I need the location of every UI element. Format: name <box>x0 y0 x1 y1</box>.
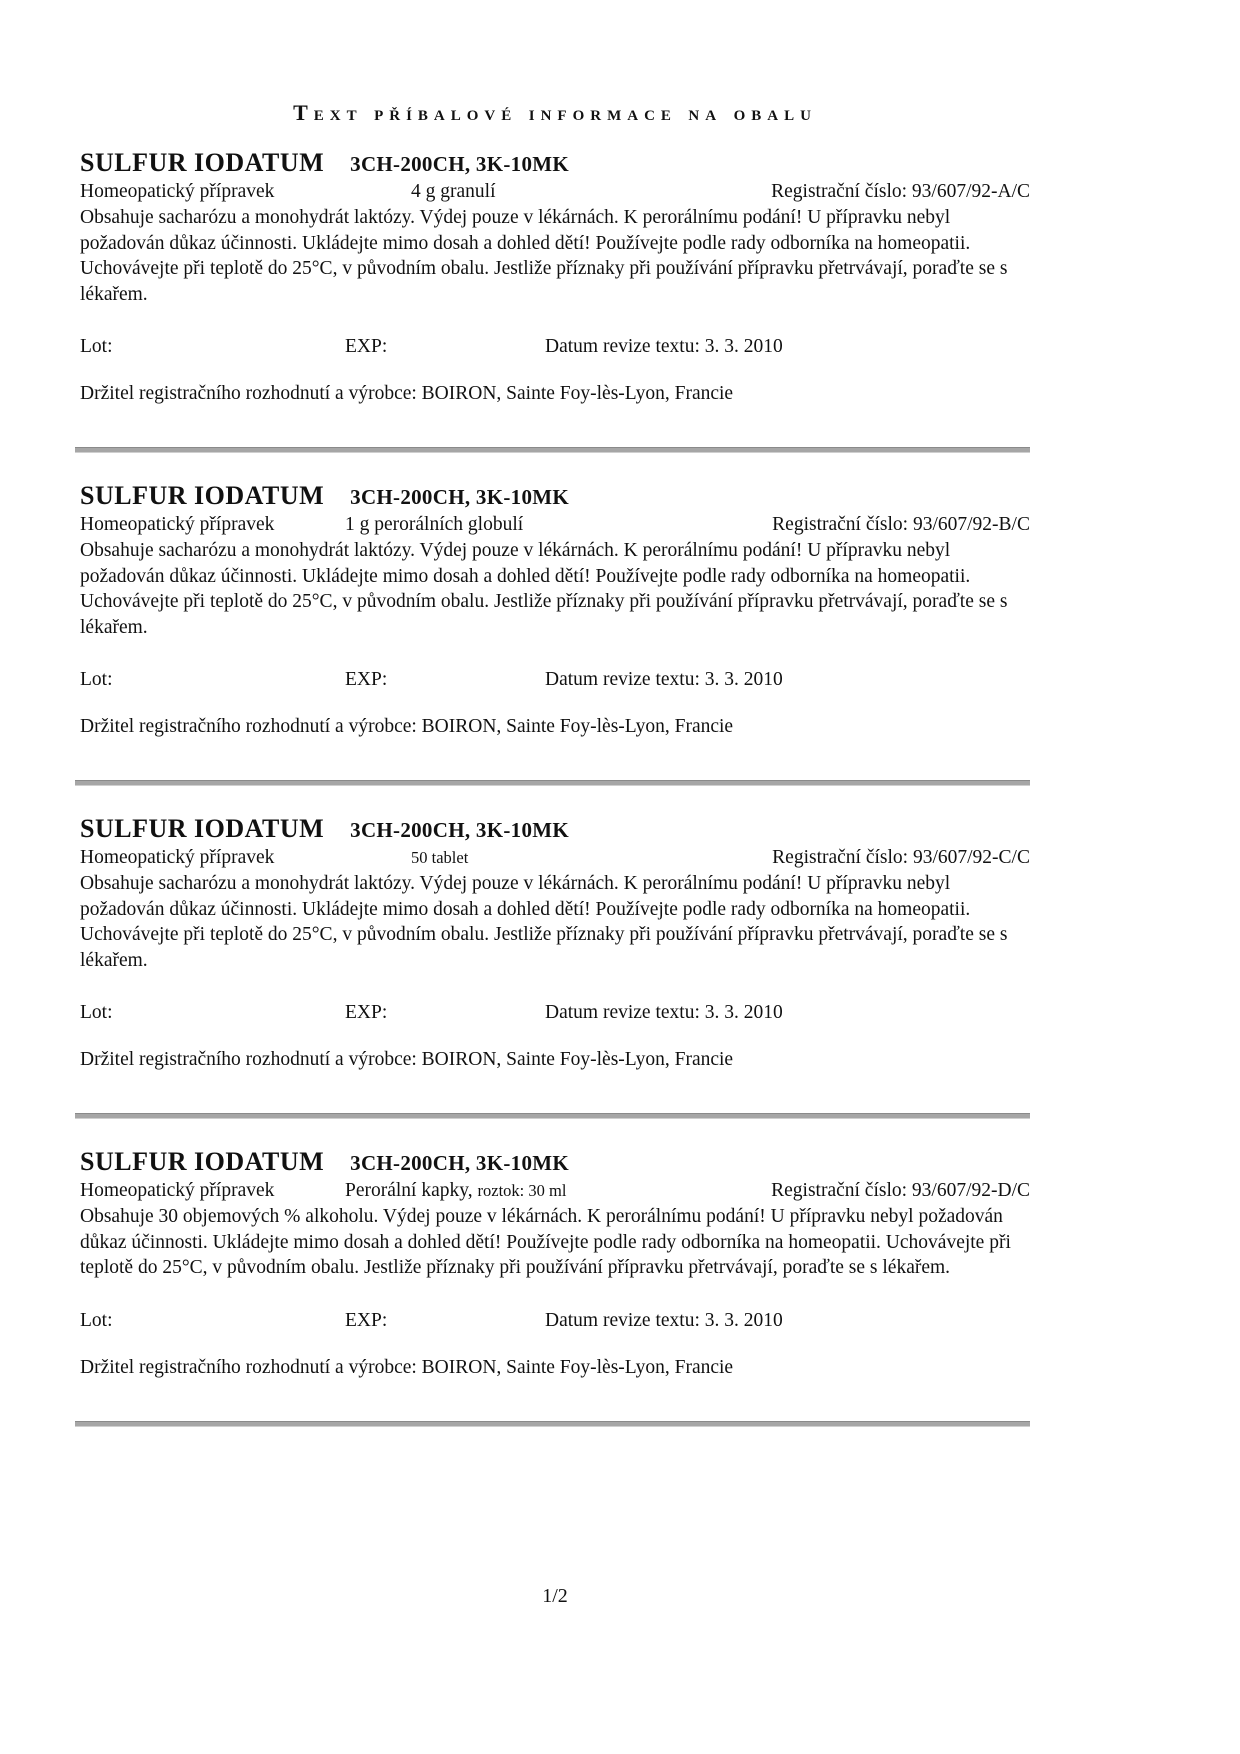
product-description: Obsahuje sacharózu a monohydrát laktózy. Výdej pouze v lékárnách. K perorálnímu podání! U přípravku nebyl požadován důkaz účinnosti. Ukládejte mimo dosah a dohled dětí! Používejte podle rady odborníka na homeopatii. Uchovávejte při teplotě do 25°C, v původním obalu. Jestliže příznaky při používání přípravku přetrvávají, poraďte se s lékařem. <box>80 540 1008 638</box>
product-form-main: 1 g perorálních globulí <box>345 514 524 535</box>
product-type: Homeopatický přípravek <box>80 514 275 535</box>
product-meta-row <box>80 179 1030 205</box>
product-potency: 3CH-200CH, 3K-10MK <box>350 485 570 509</box>
product-description: Obsahuje sacharózu a monohydrát laktózy. Výdej pouze v lékárnách. K perorálnímu podání! U přípravku nebyl požadován důkaz účinnosti. Ukládejte mimo dosah a dohled dětí! Používejte podle rady odborníka na homeopatii. Uchovávejte při teplotě do 25°C, v původním obalu. Jestliže příznaky při používání přípravku přetrvávají, poraďte se s lékařem. <box>80 207 1008 305</box>
registration-holder: Držitel registračního rozhodnutí a výrobce: BOIRON, Sainte Foy-lès-Lyon, Francie <box>80 1049 734 1070</box>
product-form <box>345 845 772 871</box>
registration-holder: Držitel registračního rozhodnutí a výrobce: BOIRON, Sainte Foy-lès-Lyon, Francie <box>80 383 734 404</box>
exp-label: EXP: <box>345 1002 388 1023</box>
product-name: SULFUR IODATUM <box>80 1147 325 1176</box>
product-type: Homeopatický přípravek <box>80 1180 275 1201</box>
product-section <box>80 1147 1030 1427</box>
product-form-main: Perorální kapky, <box>345 1180 473 1201</box>
product-form <box>345 1178 771 1204</box>
product-section <box>80 814 1030 1119</box>
registration-holder: Držitel registračního rozhodnutí a výrobce: BOIRON, Sainte Foy-lès-Lyon, Francie <box>80 716 734 737</box>
section-divider <box>75 1421 1030 1427</box>
product-name: SULFUR IODATUM <box>80 481 325 510</box>
exp-label: EXP: <box>345 336 388 357</box>
product-meta-row <box>80 1178 1030 1204</box>
product-type: Homeopatický přípravek <box>80 181 275 202</box>
page-number: 1/2 <box>542 1584 568 1607</box>
revision-date: Datum revize textu: 3. 3. 2010 <box>545 336 783 357</box>
section-divider <box>75 780 1030 786</box>
lot-exp-row <box>80 1000 1030 1026</box>
registration-number: Registrační číslo: 93/607/92-C/C <box>772 847 1030 868</box>
section-heading <box>80 1147 1030 1177</box>
lot-label: Lot: <box>80 1309 113 1331</box>
product-form <box>345 179 771 205</box>
lot-label: Lot: <box>80 669 113 690</box>
lot-label: Lot: <box>80 336 113 357</box>
lot-exp-row <box>80 334 1030 360</box>
product-meta-row <box>80 512 1030 538</box>
product-section <box>80 148 1030 453</box>
product-potency: 3CH-200CH, 3K-10MK <box>350 818 570 842</box>
registration-number: Registrační číslo: 93/607/92-B/C <box>772 514 1030 535</box>
exp-label: EXP: <box>345 669 388 690</box>
product-type: Homeopatický přípravek <box>80 847 275 868</box>
product-potency: 3CH-200CH, 3K-10MK <box>350 152 570 176</box>
revision-date: Datum revize textu: 3. 3. 2010 <box>545 1002 783 1023</box>
document-title: Text příbalové informace na obalu <box>293 100 817 125</box>
lot-label: Lot: <box>80 1002 113 1023</box>
product-description: Obsahuje 30 objemových % alkoholu. Výdej pouze v lékárnách. K perorálnímu podání! U přípravku nebyl požadován důkaz účinnosti. Ukládejte mimo dosah a dohled dětí! Používejte podle rady odborníka na homeopatii. Uchovávejte při teplotě do 25°C, v původním obalu. Jestliže příznaky při používání přípravku přetrvávají, poraďte se s lékařem. <box>80 1206 1011 1278</box>
product-name: SULFUR IODATUM <box>80 148 325 177</box>
product-form-note: roztok: 30 ml <box>477 1181 567 1200</box>
product-form-main: 4 g granulí <box>411 181 496 202</box>
section-heading <box>80 148 1030 178</box>
product-section <box>80 481 1030 786</box>
revision-date: Datum revize textu: 3. 3. 2010 <box>545 1309 783 1331</box>
section-heading <box>80 481 1030 511</box>
section-divider <box>75 447 1030 453</box>
product-form-note: 50 tablet <box>411 848 469 867</box>
section-heading <box>80 814 1030 844</box>
registration-number: Registrační číslo: 93/607/92-A/C <box>771 181 1030 202</box>
registration-number: Registrační číslo: 93/607/92-D/C <box>771 1180 1030 1201</box>
lot-exp-row <box>80 1308 1030 1334</box>
document-page <box>80 0 1030 1608</box>
product-potency: 3CH-200CH, 3K-10MK <box>350 1151 570 1175</box>
exp-label: EXP: <box>345 1309 388 1331</box>
revision-date: Datum revize textu: 3. 3. 2010 <box>545 669 783 690</box>
section-divider <box>75 1113 1030 1119</box>
lot-exp-row <box>80 667 1030 693</box>
product-description: Obsahuje sacharózu a monohydrát laktózy. Výdej pouze v lékárnách. K perorálnímu podání! U přípravku nebyl požadován důkaz účinnosti. Ukládejte mimo dosah a dohled dětí! Používejte podle rady odborníka na homeopatii. Uchovávejte při teplotě do 25°C, v původním obalu. Jestliže příznaky při používání přípravku přetrvávají, poraďte se s lékařem. <box>80 873 1008 971</box>
registration-holder: Držitel registračního rozhodnutí a výrobce: BOIRON, Sainte Foy-lès-Lyon, Francie <box>80 1356 734 1378</box>
product-name: SULFUR IODATUM <box>80 814 325 843</box>
product-meta-row <box>80 845 1030 871</box>
product-form <box>345 512 772 538</box>
sections-container <box>80 148 1030 1427</box>
